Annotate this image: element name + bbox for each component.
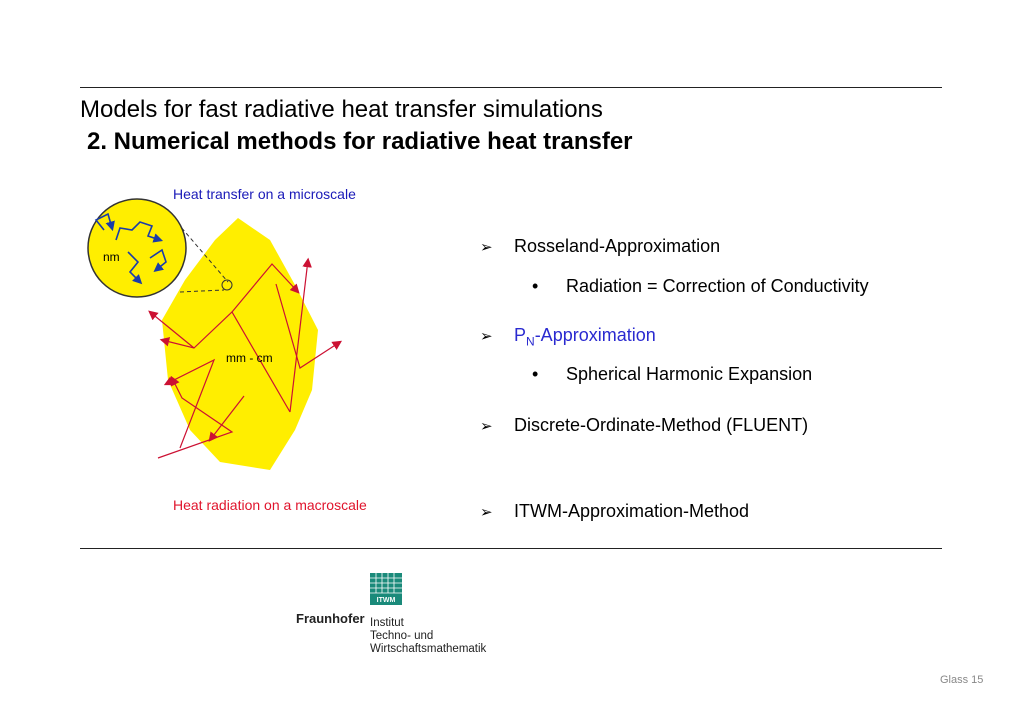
label-mm-cm: mm - cm: [226, 351, 273, 365]
bottom-rule: [80, 548, 942, 549]
arrow-bullet-icon: ➢: [480, 239, 493, 256]
fraunhofer-wordmark: Fraunhofer: [296, 611, 365, 626]
arrow-bullet-icon: ➢: [480, 418, 493, 435]
caption-macroscale: Heat radiation on a macroscale: [173, 497, 367, 513]
arrow-bullet-icon: ➢: [480, 328, 493, 345]
institute-name: Institut Techno- und Wirtschaftsmathematik: [370, 617, 487, 655]
sub-bullet-spherical: • Spherical Harmonic Expansion: [532, 364, 813, 384]
caption-microscale: Heat transfer on a microscale: [173, 186, 356, 202]
slide-title: Models for fast radiative heat transfer simulations: [80, 96, 603, 123]
bullet-discrete-ordinate: ➢ Discrete-Ordinate-Method (FLUENT): [480, 415, 809, 435]
itwm-logo-icon: [370, 573, 402, 605]
micro-circle: [88, 199, 186, 297]
slide-subtitle: 2. Numerical methods for radiative heat transfer: [87, 128, 633, 155]
bullet-pn-approximation: ➢ $P_N$-Approximation: [480, 325, 656, 349]
bullet-rosseland: ➢ Rosseland-Approximation: [480, 236, 721, 256]
label-nm: nm: [103, 250, 120, 264]
itwm-box-text: ITWM: [376, 597, 396, 604]
page-number: Glass 15: [940, 674, 984, 686]
arrow-bullet-icon: ➢: [480, 504, 493, 521]
sub-bullet-radiation: • Radiation = Correction of Conductivity: [532, 276, 869, 296]
dot-bullet-icon: •: [532, 364, 539, 384]
dot-bullet-icon: •: [532, 276, 539, 296]
fraunhofer-itwm-logo: [296, 573, 506, 663]
bullet-itwm: ➢ ITWM-Approximation-Method: [480, 501, 750, 521]
